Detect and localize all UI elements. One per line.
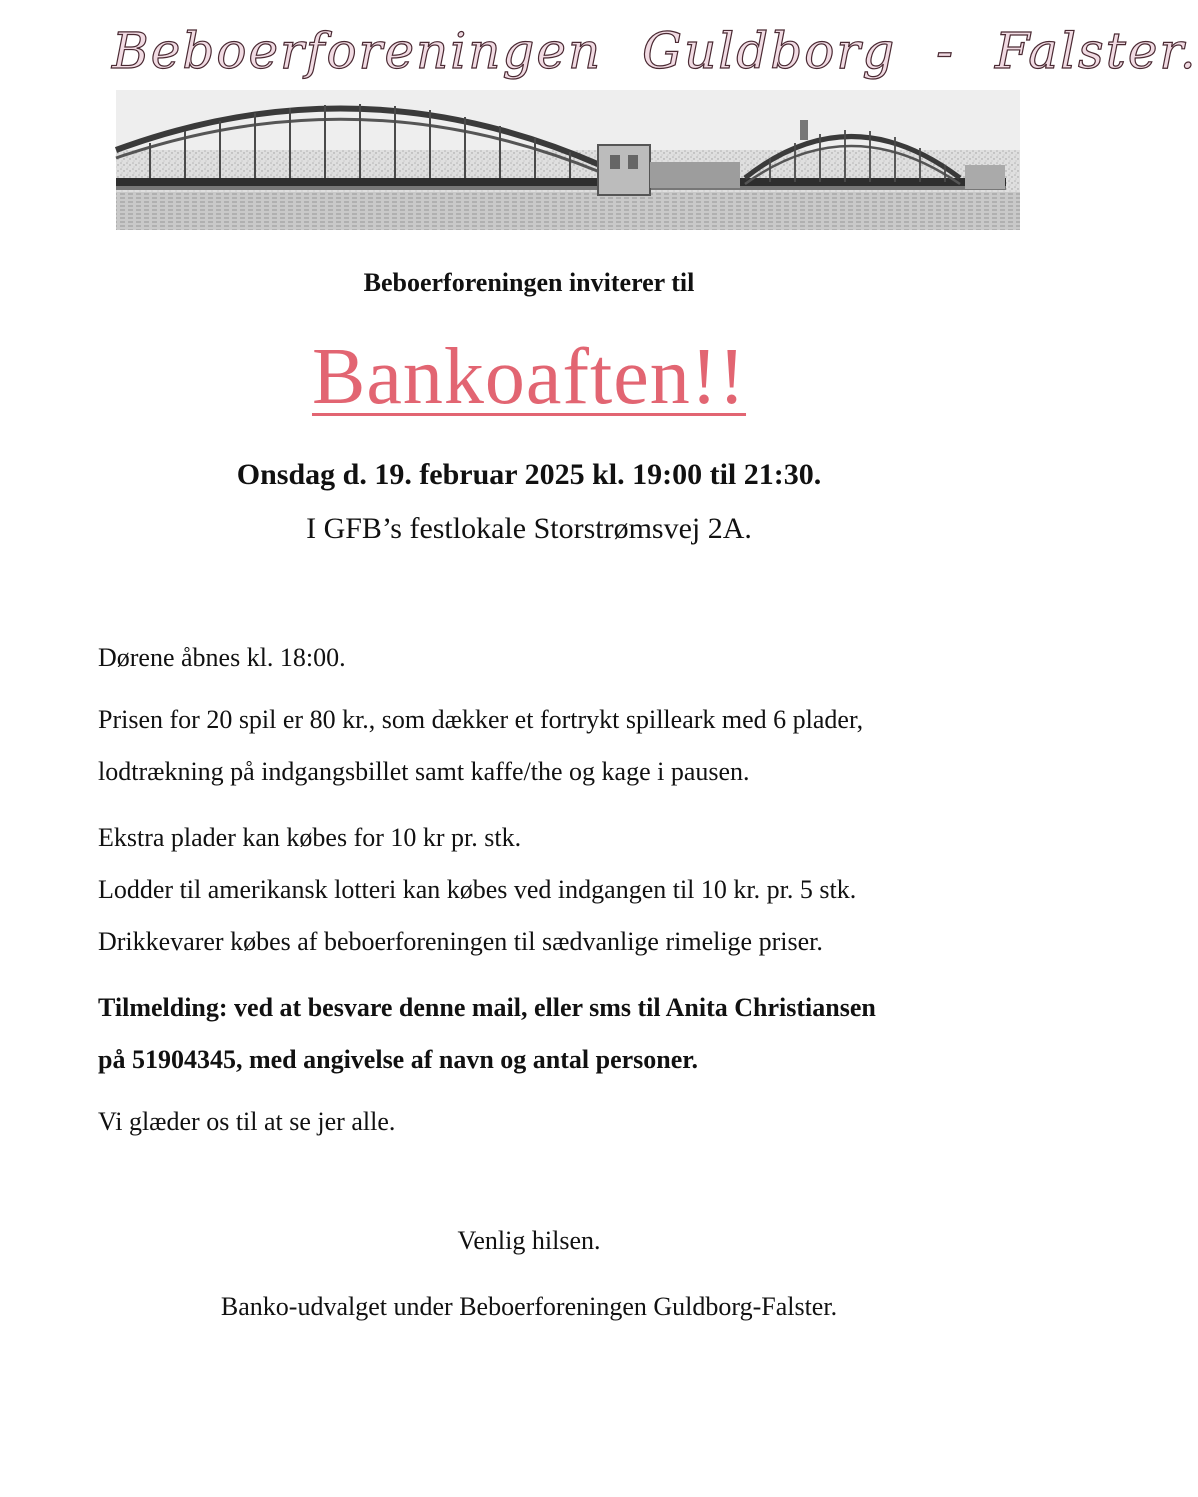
intro-text: Beboerforeningen inviterer til: [363, 268, 695, 297]
headline: [0, 332, 1058, 423]
event-date: Onsdag d. 19. februar 2025 kl. 19:00 til 21:30.: [236, 458, 822, 491]
drinks-text: Drikkevarer købes af beboerforeningen til sædvanlige rimelige priser.: [98, 927, 823, 956]
closing-signature: Banko-udvalget under Beboerforeningen Guldborg-Falster.: [220, 1292, 838, 1321]
price-text-line1: Prisen for 20 spil er 80 kr., som dækker et fortrykt spilleark med 6 plader,: [98, 705, 864, 734]
signup-text-line1: Tilmelding: ved at besvare denne mail, eller sms til Anita Christiansen: [98, 993, 876, 1022]
headline-text: Bankoaften!!: [311, 333, 747, 421]
body-text: [98, 632, 998, 1148]
price-text-line2: lodtrækning på indgangsbillet samt kaffe/the og kage i pausen.: [98, 757, 750, 786]
header-title: Beboerforeningen Guldborg - Falster.: [112, 22, 1198, 80]
extra-plates-text: Ekstra plader kan købes for 10 kr pr. stk.: [98, 823, 522, 852]
header-banner: [0, 0, 1198, 232]
closing-greeting: Venlig hilsen.: [457, 1226, 601, 1255]
see-you-text: Vi glæder os til at se jer alle.: [98, 1107, 396, 1136]
lottery-text: Lodder til amerikansk lotteri kan købes ved indgangen til 10 kr. pr. 5 stk.: [98, 875, 857, 904]
signup-text-line2: på 51904345, med angivelse af navn og antal personer.: [98, 1045, 698, 1074]
event-location: I GFB’s festlokale Storstrømsvej 2A.: [306, 512, 752, 545]
doors-open-text: Dørene åbnes kl. 18:00.: [98, 643, 346, 672]
